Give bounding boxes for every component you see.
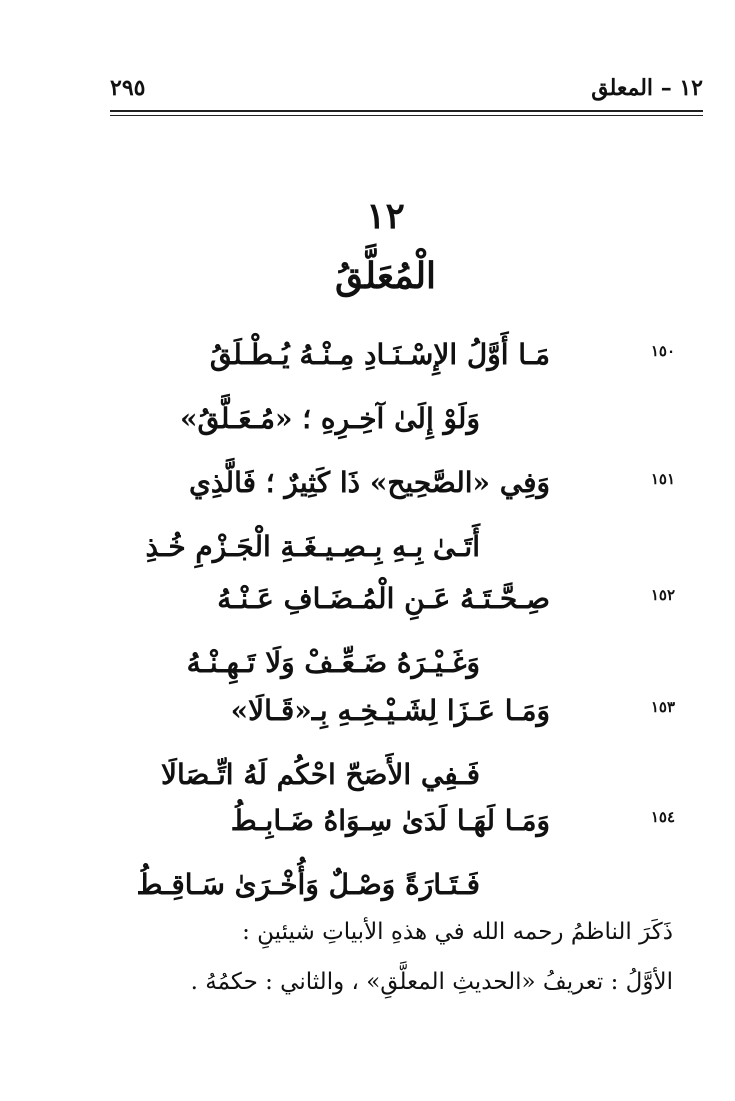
verse [90, 330, 695, 440]
verse-number: ١٥٣ [650, 698, 675, 716]
verse-first-hemistich: مَـا أَوَّلُ الإِسْـنَـادِ مِـنْـهُ يُـطْـلَقُ [209, 338, 550, 371]
verse-second-hemistich: أَتَـىٰ بِـهِ بِـصِـيـغَـةِ الْجَـزْمِ خُـذِ [145, 530, 480, 563]
verse-number: ١٥١ [650, 470, 675, 488]
chapter-title: الْمُعَلَّقُ [334, 255, 437, 297]
header-rule-thin [110, 115, 703, 116]
verse-number: ١٥٠ [650, 342, 675, 360]
verse [90, 686, 695, 796]
verse-number: ١٥٢ [650, 586, 675, 604]
verse [90, 574, 695, 684]
running-title: ١٢ – المعلق [591, 75, 703, 101]
verse [90, 796, 695, 906]
commentary-line: الأوَّلُ : تعريفُ «الحديثِ المعلَّقِ» ، والثاني : حكمُهُ . [190, 969, 673, 995]
page-header [110, 72, 703, 106]
verse-first-hemistich: وَفِي «الصَّحِيح» ذَا كَثِيرٌ ؛ فَالَّذِي [188, 466, 550, 499]
page-number: ٢٩٥ [110, 75, 146, 101]
verse-second-hemistich: وَغَـيْـرَهُ ضَـعِّـفْ وَلَا تَـهِـنْـهُ [186, 646, 480, 679]
chapter-number: ١٢ [366, 195, 405, 237]
verse-second-hemistich: فَـتَـارَةً وَصْـلٌ وَأُخْـرَىٰ سَـاقِـطُ [136, 868, 480, 901]
verse-number: ١٥٤ [650, 808, 675, 826]
verse-first-hemistich: صِـحَّـتَـهُ عَـنِ الْمُـضَـافِ عَـنْـهُ [217, 582, 550, 615]
verse-second-hemistich: فَـفِي الأَصَحّ احْكُم لَهُ اتِّـصَالَا [161, 758, 480, 791]
verse-first-hemistich: وَمَـا لَهَـا لَدَىٰ سِـوَاهُ ضَـابِـطُ [230, 804, 550, 837]
verse-first-hemistich: وَمَـا عَـزَا لِشَـيْـخِـهِ بِـ«قَـالَا» [230, 694, 550, 727]
commentary-line: ذَكَرَ الناظمُ رحمه الله في هذهِ الأبياتِ شيئينِ : [242, 919, 673, 945]
verse [90, 458, 695, 568]
verse-second-hemistich: وَلَوْ إِلَىٰ آخِـرِهِ ؛ «مُـعَـلَّقُ» [179, 402, 480, 435]
header-rule-thick [110, 110, 703, 112]
